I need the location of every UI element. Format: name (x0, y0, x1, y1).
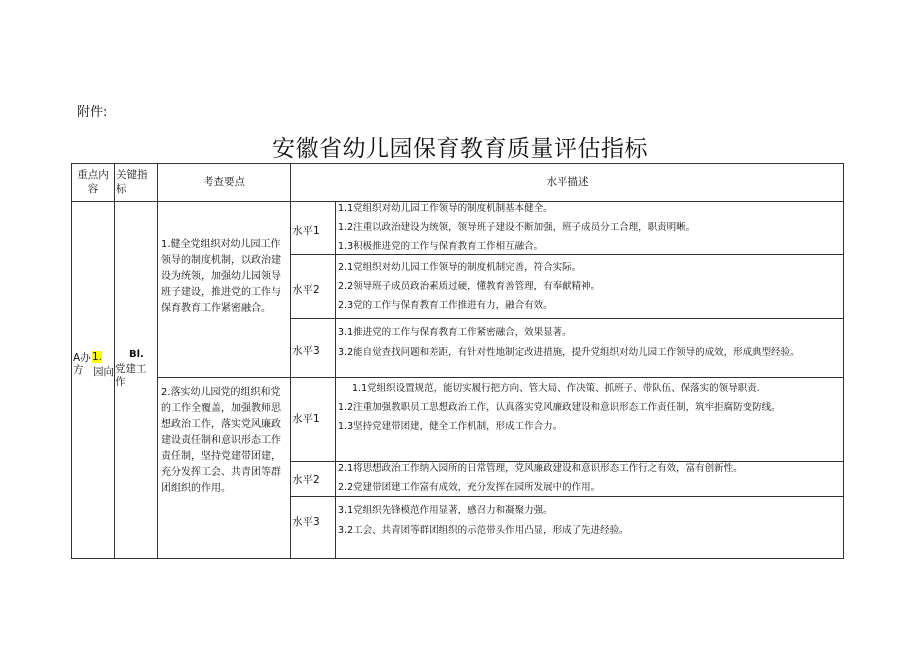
desc-item: 3.1党组织先锋模范作用显著，感召力和凝聚力强。 (338, 505, 553, 516)
desc-item: 3.2工会、共青团等群团组织的示范带头作用凸显，形成了先进经验。 (338, 525, 629, 536)
desc-item: 1.2注重加强教职员工思想政治工作，认真落实党风廉政建设和意识形态工作责任制，筑牢拒腐防变防线。 (338, 402, 781, 413)
indicator-table (71, 163, 844, 559)
desc-item: 2.2领导班子成员政治素质过硬，懂教育善管理，有奉献精神。 (338, 281, 601, 292)
level-label: 水平2 (292, 284, 320, 296)
level-desc (338, 381, 840, 434)
desc-item: 1.2注重以政治建设为统领，领导班子建设不断加强，班子成员分工合理，职责明晰。 (338, 222, 696, 233)
header-key-content: 重点内容 (77, 169, 109, 195)
level-desc (338, 325, 840, 360)
desc-item: 1.3坚持党建带团建，健全工作机制，形成工作合力。 (338, 421, 563, 432)
desc-item: 2.2党建带团建工作富有成效，充分发挥在园所发展中的作用。 (338, 482, 601, 493)
attachment-label: 附件: (77, 105, 108, 120)
level-desc (338, 260, 840, 313)
desc-item: 2.1将思想政治工作纳入园所的日常管理，党风廉政建设和意识形态工作行之有效，富有创新性。 (338, 463, 743, 474)
level-label: 水平1 (292, 225, 320, 237)
header-key-indicator: 关键指标 (116, 169, 148, 195)
desc-item: 1.1党组织设置规范，能切实履行把方向、管大局、作决策、抓班子、带队伍、保落实的领导职责. (352, 383, 760, 394)
key-content-line2: A办方 (73, 352, 91, 376)
desc-item: 3.1推进党的工作与保育教育工作紧密融合，效果显著。 (338, 327, 572, 338)
document-title: 安徽省幼儿园保育教育质量评估指标 (272, 136, 648, 162)
indicator-text: 党建工作 (115, 363, 147, 388)
level-desc (338, 200, 840, 254)
level-desc (338, 461, 840, 495)
header-check-points: 考查要点 (203, 176, 245, 188)
desc-item: 2.1党组织对幼儿园工作领导的制度机制完善，符合实际。 (338, 262, 582, 273)
header-level-desc: 水平描述 (546, 176, 589, 188)
level-label: 水平2 (292, 474, 320, 486)
check-point-2: 2.落实幼儿园党的组织和党的工作全覆盖，加强教师思想政治工作，落实党风廉政建设责任制和意识形态工作责任制，坚持党建带团建，充分发挥工会、共青团等群团组织的作用。 (161, 387, 281, 494)
desc-item: 2.3党的工作与保育教育工作推进有力，融合有效。 (338, 300, 553, 311)
key-content-line1: 园向 (93, 366, 114, 378)
key-content-num: 1. (92, 351, 103, 363)
level-desc (338, 503, 840, 538)
level-label: 水平1 (292, 413, 320, 425)
desc-item: 1.3积极推进党的工作与保育教育工作相互融合。 (338, 241, 544, 252)
desc-item: 1.1党组织对幼儿园工作领导的制度机制基本健全。 (338, 203, 553, 214)
check-point-1: 1.健全党组织对幼儿园工作领导的制度机制，以政治建设为统领，加强幼儿园领导班子建设，推进党的工作与保育教育工作紧密融合。 (161, 239, 281, 314)
desc-item: 3.2能自觉查找问题和差距，有针对性地制定改进措施，提升党组织对幼儿园工作领导的成效，形成典型经验。 (338, 347, 800, 358)
level-label: 水平3 (292, 345, 320, 357)
level-label: 水平3 (292, 516, 320, 528)
indicator-code: Bl. (129, 349, 144, 360)
